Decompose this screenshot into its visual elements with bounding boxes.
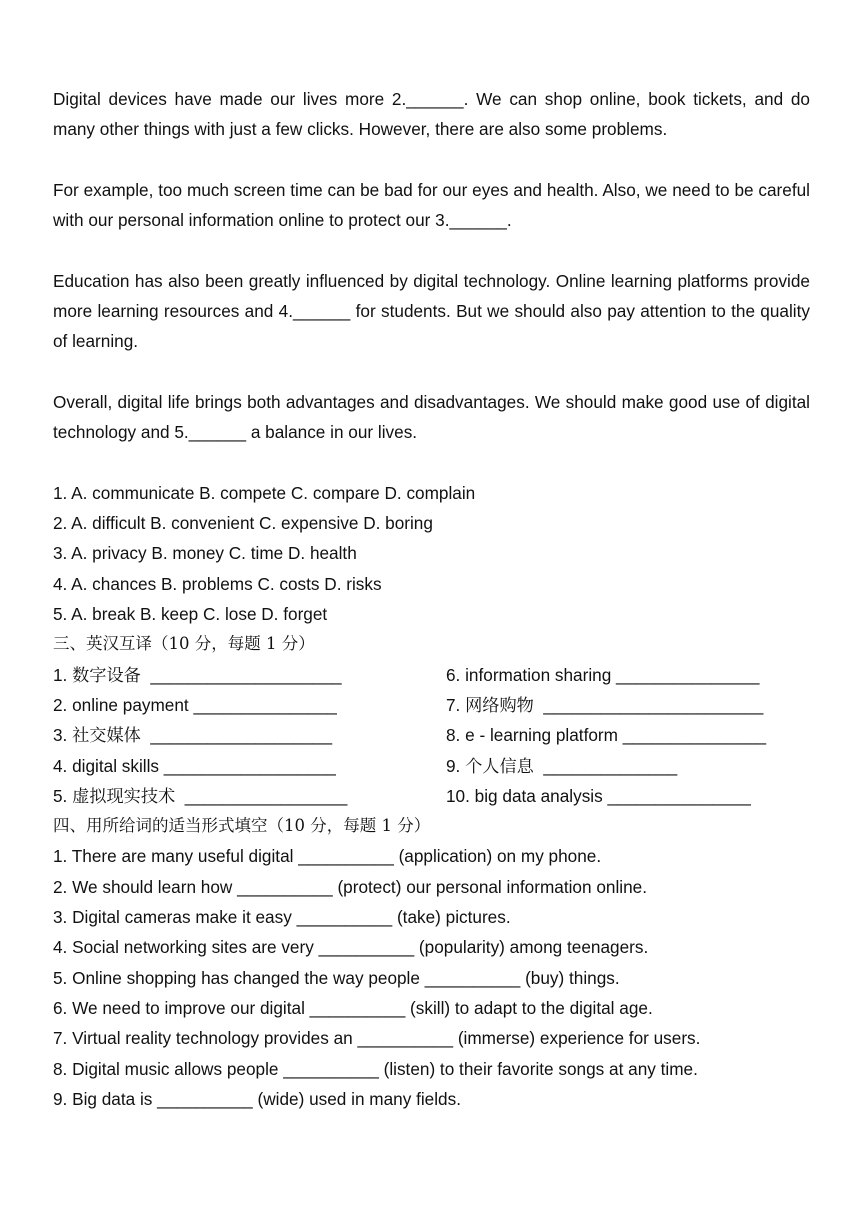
- passage-paragraph: Overall, digital life brings both advantages and disadvantages. We should make good use of digital technology and 5.______ a balance in our lives.: [53, 391, 810, 443]
- translation-item: 7. 网络购物 _______________________: [446, 694, 764, 715]
- translation-item: 4. digital skills __________________: [53, 755, 336, 776]
- fill-in-item: 7. Virtual reality technology provides an __________ (immerse) experience for users.: [53, 1028, 701, 1049]
- translation-item: 2. online payment _______________: [53, 694, 337, 715]
- fill-in-section: [53, 811, 810, 1114]
- fill-in-item: 9. Big data is __________ (wide) used in many fields.: [53, 1088, 461, 1109]
- translation-item: 5. 虚拟现实技术 _________________: [53, 785, 348, 806]
- translation-item: 9. 个人信息 ______________: [446, 755, 678, 776]
- section-heading: 四、用所给词的适当形式填空（10 分，每题 1 分）: [53, 816, 431, 836]
- translation-item: 8. e - learning platform _______________: [446, 725, 767, 746]
- fill-in-item: 4. Social networking sites are very __________ (popularity) among teenagers.: [53, 937, 649, 958]
- fill-in-item: 2. We should learn how __________ (protect) our personal information online.: [53, 876, 647, 897]
- fill-in-item: 3. Digital cameras make it easy __________ (take) pictures.: [53, 907, 511, 928]
- passage-paragraph: For example, too much screen time can be bad for our eyes and health. Also, we need to be careful with our personal information online to protect our 3.______.: [53, 179, 810, 231]
- option-line: 5. A. break B. keep C. lose D. forget: [53, 604, 328, 625]
- option-line: 1. A. communicate B. compete C. compare D. complain: [53, 482, 476, 503]
- translation-item: 3. 社交媒体 ___________________: [53, 725, 333, 746]
- translation-grid: [53, 660, 810, 811]
- reading-passage: [53, 84, 810, 448]
- option-line: 4. A. chances B. problems C. costs D. risks: [53, 573, 382, 594]
- fill-in-item: 1. There are many useful digital __________ (application) on my phone.: [53, 846, 602, 867]
- passage-paragraph: Digital devices have made our lives more 2.______. We can shop online, book tickets, and do many other things with just a few clicks. However, there are also some problems.: [53, 89, 810, 140]
- section-heading: 三、英汉互译（10 分，每题 1 分）: [53, 634, 315, 654]
- translation-item: 1. 数字设备 ____________________: [53, 664, 342, 685]
- translation-section: [53, 629, 810, 811]
- translation-item: 6. information sharing _______________: [446, 664, 760, 685]
- passage-paragraph: Education has also been greatly influenced by digital technology. Online learning platforms provide more learning resources and 4.______ for students. But we should also pay attention to the quality of learning.: [53, 270, 810, 352]
- option-line: 2. A. difficult B. convenient C. expensive D. boring: [53, 513, 433, 534]
- translation-item: 10. big data analysis _______________: [446, 785, 751, 806]
- fill-in-item: 6. We need to improve our digital __________ (skill) to adapt to the digital age.: [53, 997, 653, 1018]
- fill-in-item: 5. Online shopping has changed the way people __________ (buy) things.: [53, 967, 620, 988]
- document-content: [53, 84, 810, 1114]
- answer-options: [53, 478, 810, 629]
- fill-in-item: 8. Digital music allows people __________ (listen) to their favorite songs at any time.: [53, 1058, 698, 1079]
- option-line: 3. A. privacy B. money C. time D. health: [53, 543, 357, 564]
